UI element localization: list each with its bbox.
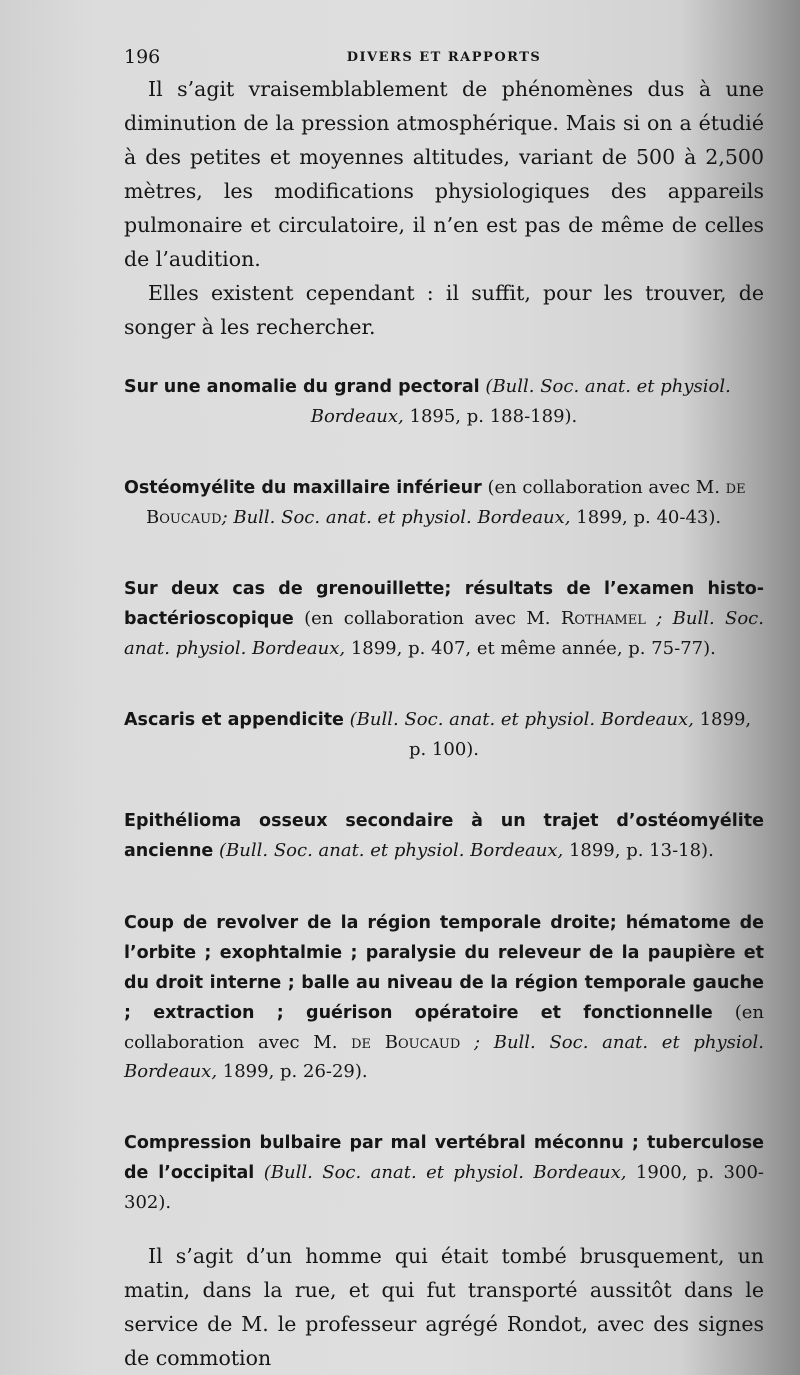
entry-title: Sur deux cas de grenouillette; résultats de l’examen histo-bactérioscopique (124, 579, 764, 629)
entry-epithelioma-osseux (124, 806, 764, 866)
entry-reference: ; Bull. Soc. anat. physiol. Bordeaux, (124, 608, 764, 659)
entry-osteomyelite-maxillaire (124, 473, 764, 532)
entry-pages: 1899, p. 407, et même année, p. 75-77). (345, 638, 716, 659)
page (124, 42, 764, 1375)
page-header (124, 42, 764, 72)
running-head: DIVERS ET RAPPORTS (346, 50, 542, 65)
entry-collaborator: de Boucaud (351, 1032, 461, 1053)
entry-anomalie-grand-pectoral (124, 372, 764, 431)
entry-title: Epithélioma osseux secondaire à un trajet d’ostéomyélite ancienne (124, 811, 764, 861)
entry-coup-de-revolver (124, 908, 764, 1086)
entry-reference: (Bull. Soc. anat. et physiol. Bordeaux, (213, 840, 564, 861)
entry-title: Coup de revolver de la région temporale droite; hématome de l’orbite ; exophtalmie ; paralysie du releveur de la paupière et du droit interne ; balle au niveau de la région temporale gauche ; extraction ; guérison opératoire et fonctionnelle (124, 913, 764, 1023)
entry-continuation: Boucaud; Bull. Soc. anat. et physiol. Bordeaux, 1899, p. 40-43). (146, 507, 722, 528)
entry-reference: (Bull. Soc. anat. et physiol. (485, 376, 731, 397)
intro-paragraph-1: Il s’agit vraisemblablement de phénomènes dus à une diminution de la pression atmosphérique. Mais si on a étudié à des petites et moyennes altitudes, variant de 500 à 2,500 mètres, les modifications physiologiques des appareils pulmonaire et circulatoire, il n’en est pas de même de celles de l’audition. (124, 77, 764, 271)
entry-reference: (Bull. Soc. anat. et physiol. Bordeaux, (254, 1162, 627, 1183)
entry-pages: 1899, p. 26-29). (217, 1061, 368, 1082)
entry-continuation: p. 100). (408, 739, 480, 760)
entry-compression-bulbaire (124, 1128, 764, 1217)
entry-pages: 1900, p. 300-302). (124, 1162, 764, 1213)
entry-title: Ostéomyélite du maxillaire inférieur (124, 478, 482, 498)
entry-collaboration: (en collaboration avec M. (293, 608, 561, 629)
page-number: 196 (124, 46, 161, 68)
entry-title: Ascaris et appendicite (124, 710, 344, 730)
entry-collaboration: (en collaboration avec M. (481, 477, 726, 498)
entry-reference: (Bull. Soc. anat. et physiol. Bordeaux, (343, 709, 694, 730)
entry-title: Compression bulbaire par mal vertébral méconnu ; tuberculose de l’occipital (124, 1133, 764, 1183)
entry-year: 1899, (693, 709, 752, 730)
entry-reference: ; Bull. Soc. anat. et physiol. Bordeaux, (124, 1032, 764, 1082)
entry-collaboration: (en collaboration avec M. (124, 1002, 764, 1053)
entry-collaborator: de (725, 477, 746, 498)
entry-collaborator: Rothamel (560, 608, 646, 629)
intro-paragraph-2: Elles existent cependant : il suffit, pour les trouver, de songer à les rechercher. (124, 281, 764, 339)
entry-grenouillette (124, 574, 764, 663)
entry-pages: 1899, p. 13-18). (563, 840, 714, 861)
entry-title: Sur une anomalie du grand pectoral (124, 377, 480, 397)
closing-paragraph: Il s’agit d’un homme qui était tombé brusquement, un matin, dans la rue, et qui fut transporté aussitôt dans le service de M. le professeur agrégé Rondot, avec des signes de commotion (124, 1244, 764, 1370)
entry-ascaris-appendicite (124, 705, 764, 764)
entry-continuation: Bordeaux, 1895, p. 188-189). (310, 406, 578, 427)
